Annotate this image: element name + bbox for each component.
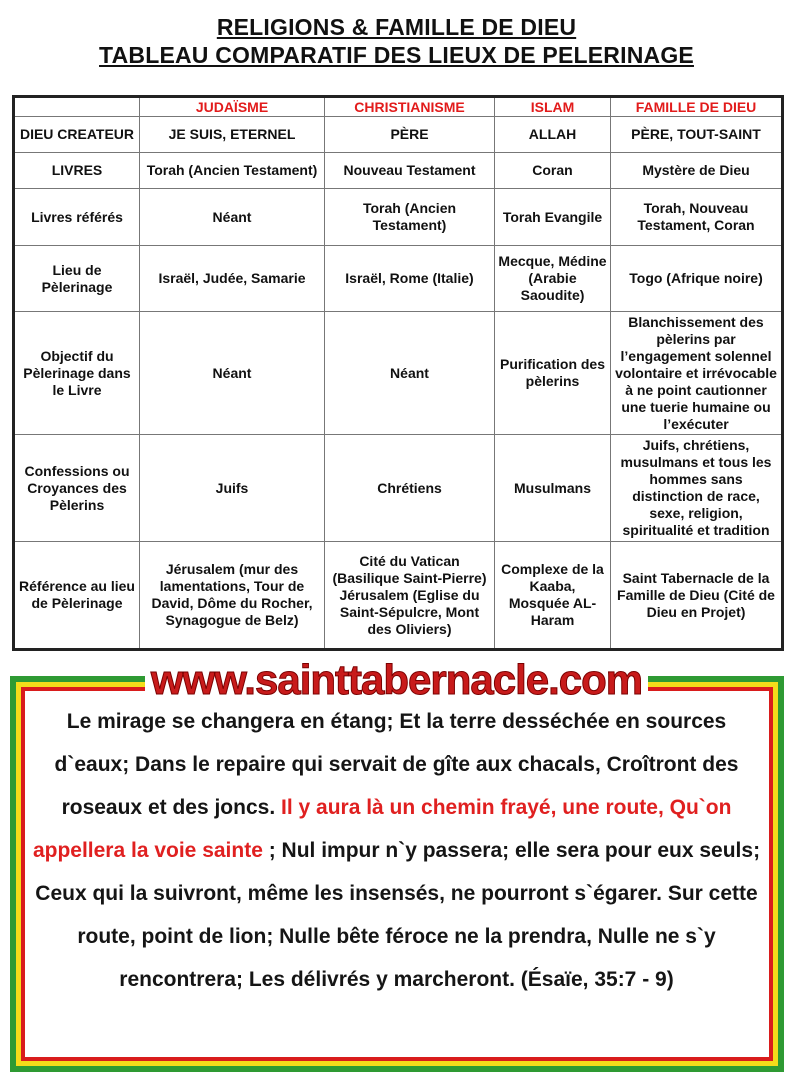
table-cell: Purification des pèlerins [495,312,611,435]
row-label: Confessions ou Croyances des Pèlerins [14,435,140,542]
table-cell: Jérusalem (mur des lamentations, Tour de David, Dôme du Rocher, Synagogue de Belz) [140,542,325,650]
title-line-2: TABLEAU COMPARATIF DES LIEUX DE PELERINAGE [99,42,694,68]
row-label: Objectif du Pèlerinage dans le Livre [14,312,140,435]
table-cell: Israël, Rome (Italie) [325,246,495,312]
table-row [14,117,783,153]
table-cell: Musulmans [495,435,611,542]
table-cell: Torah, Nouveau Testament, Coran [611,189,783,246]
comparison-table [12,95,784,651]
table-cell: Néant [140,312,325,435]
header-famille-de-dieu: FAMILLE DE DIEU [611,97,783,117]
table-row [14,246,783,312]
table-cell: Mystère de Dieu [611,153,783,189]
quote-part-1: Le mirage se changera en étang; Et la terre desséchée en sources d`eaux; Dans le repaire qui servait de gîte aux chacals, Croîtront des roseaux et des joncs. [54,710,739,819]
table-cell: Chrétiens [325,435,495,542]
table-cell: Juifs [140,435,325,542]
header-islam: ISLAM [495,97,611,117]
table-cell: Blanchissement des pèlerins par l’engagement solennel volontaire et irrévocable à ne point cautionner une tuerie humaine ou l’exécuter [611,312,783,435]
row-label: Livres référés [14,189,140,246]
website-url: www.sainttabernacle.com [145,656,648,703]
table-cell: Israël, Judée, Samarie [140,246,325,312]
table-cell: PÈRE, TOUT-SAINT [611,117,783,153]
table-cell: Coran [495,153,611,189]
table-cell: Juifs, chrétiens, musulmans et tous les hommes sans distinction de race, sexe, religion, spiritualité et tradition [611,435,783,542]
table-cell: Saint Tabernacle de la Famille de Dieu (Cité de Dieu en Projet) [611,542,783,650]
table-cell: Néant [325,312,495,435]
table-header-row [14,97,783,117]
website-banner [0,656,793,704]
table-cell: Torah Evangile [495,189,611,246]
table-cell: Torah (Ancien Testament) [325,189,495,246]
row-label: Référence au lieu de Pèlerinage [14,542,140,650]
table-cell: Torah (Ancien Testament) [140,153,325,189]
table-row [14,435,783,542]
table-cell: Néant [140,189,325,246]
title-line-1: RELIGIONS & FAMILLE DE DIEU [216,14,577,40]
bible-quote [30,700,763,1001]
row-label: DIEU CREATEUR [14,117,140,153]
table-row [14,153,783,189]
table-cell: ALLAH [495,117,611,153]
header-christianisme: CHRISTIANISME [325,97,495,117]
quote-part-2: ; Nul impur n`y passera; elle sera pour eux seuls; Ceux qui la suivront, même les insensés, ne pourront s`égarer. Sur cette route, point de lion; Nulle bête féroce ne la prendra, Nulle ne s`y rencontrera; Les délivrés y marcheront. (Ésaïe, 35:7 - 9) [35,839,761,991]
table-row [14,189,783,246]
header-empty [14,97,140,117]
row-label: LIVRES [14,153,140,189]
header-judaisme: JUDAÏSME [140,97,325,117]
table-row [14,312,783,435]
table-cell: Complexe de la Kaaba, Mosquée AL-Haram [495,542,611,650]
table-cell: Mecque, Médine (Arabie Saoudite) [495,246,611,312]
table-row [14,542,783,650]
row-label: Lieu de Pèlerinage [14,246,140,312]
table-cell: Togo (Afrique noire) [611,246,783,312]
quote-highlight: Il y aura là un chemin frayé, une route, Qu`on appellera la voie sainte [32,796,732,862]
table-cell: JE SUIS, ETERNEL [140,117,325,153]
table-cell: Cité du Vatican (Basilique Saint-Pierre) Jérusalem (Eglise du Saint-Sépulcre, Mont des Oliviers) [325,542,495,650]
table-cell: PÈRE [325,117,495,153]
table-cell: Nouveau Testament [325,153,495,189]
